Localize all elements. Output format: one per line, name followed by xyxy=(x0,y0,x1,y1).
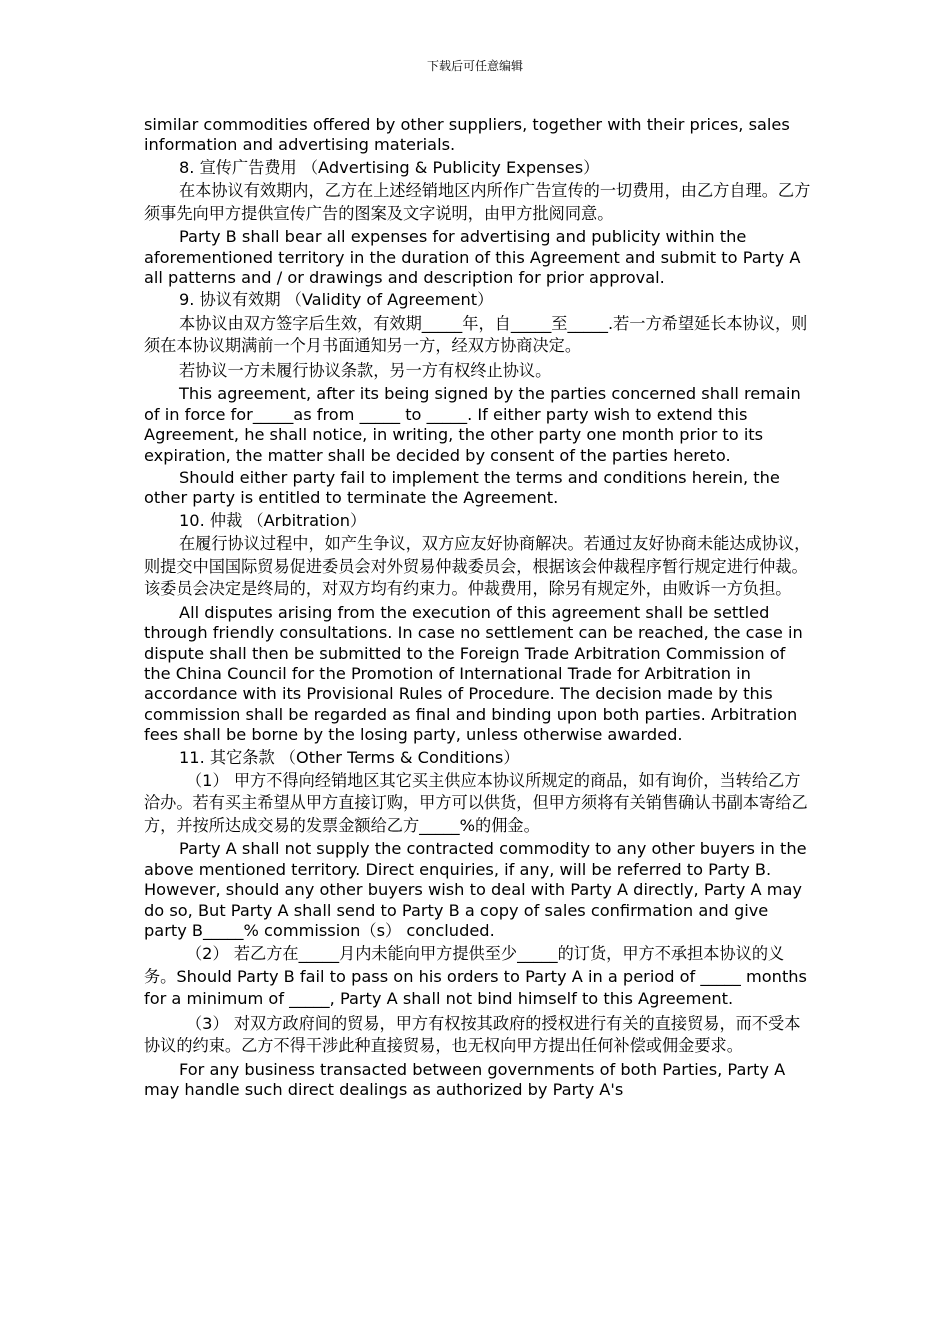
section-heading: 8. 宣传广告费用 （Advertising & Publicity Expenses） xyxy=(179,157,600,177)
paragraph: For any business transacted between governments of both Parties, Party A may handle such direct dealings as authorized by Party A's xyxy=(144,1059,786,1100)
paragraph: All disputes arising from the execution of this agreement shall be settled through friendly consultations. In case no settlement can be reached, the case in dispute shall then be submitted to the Foreign Trade Arbitration Commission of the China Council for the Promotion of International Trade for Arbitration in accordance with its Provisional Rules of Procedure. The decision made by this commission shall be regarded as final and binding upon both parties. Arbitration fees shall be borne by the losing party, unless otherwise awarded. xyxy=(144,602,803,745)
paragraph: similar commodities offered by other suppliers, together with their prices, sales information and advertising materials. xyxy=(144,115,790,155)
page-header: 下载后可任意编辑 xyxy=(426,59,523,73)
section-heading: 9. 协议有效期 （Validity of Agreement） xyxy=(179,290,494,310)
paragraph: 在履行协议过程中，如产生争议，双方应友好协商解决。若通过友好协商未能达成协议，则提交中国国际贸易促进委员会对外贸易仲裁委员会，根据该会仲裁程序暂行规定进行仲裁。该委员会决定是终局的，对双方均有约束力。仲裁费用，除另有规定外，由败诉一方负担。 xyxy=(144,534,811,599)
paragraph: 在本协议有效期内，乙方在上述经销地区内所作广告宣传的一切费用，由乙方自理。乙方须事先向甲方提供宣传广告的图案及文字说明，由甲方批阅同意。 xyxy=(144,181,811,223)
paragraph: This agreement, after its being signed by the parties concerned shall remain of in force for_____as from _____ to _____. If either party wish to extend this Agreement, he shall notice, in writing, the other party one month prior to its expiration, the matter shall be decided by consent of the parties hereto. xyxy=(144,384,801,465)
paragraph: 若协议一方未履行协议条款，另一方有权终止协议。 xyxy=(179,360,552,380)
section-heading: 10. 仲裁 （Arbitration） xyxy=(179,510,367,530)
paragraph: （2） 若乙方在_____月内未能向甲方提供至少_____的订货，甲方不承担本协议的义务。Should Party B fail to pass on his orders to Party A in a period of _____ months for a minimum of _____, Party A shall not bind himself to this Agreement. xyxy=(144,944,807,1009)
paragraph: Party B shall bear all expenses for advertising and publicity within the aforementioned territory in the duration of this Agreement and submit to Party A all patterns and / or drawings and description for prior approval. xyxy=(144,227,801,288)
paragraph: 本协议由双方签字后生效，有效期_____年，自_____至_____.若一方希望延长本协议，则须在本协议期满前一个月书面通知另一方，经双方协商决定。 xyxy=(144,313,808,356)
paragraph: Party A shall not supply the contracted commodity to any other buyers in the above mentioned territory. Direct enquiries, if any, will be referred to Party B. However, should any other buyers wish to deal with Party A directly, Party A may do so, But Party A shall send to Party B a copy of sales confirmation and give party B_____% commission（s） concluded. xyxy=(144,839,807,941)
paragraph: （3） 对双方政府间的贸易，甲方有权按其政府的授权进行有关的直接贸易，而不受本协议的约束。乙方不得干涉此种直接贸易，也无权向甲方提出任何补偿或佣金要求。 xyxy=(144,1013,801,1056)
paragraph: （1） 甲方不得向经销地区其它买主供应本协议所规定的商品，如有询价，当转给乙方洽办。若有买主希望从甲方直接订购，甲方可以供货，但甲方须将有关销售确认书副本寄给乙方，并按所达成交易的发票金额给乙方_____%的佣金。 xyxy=(144,770,808,835)
document-body xyxy=(144,115,812,1103)
section-heading: 11. 其它条款 （Other Terms & Conditions） xyxy=(179,747,520,767)
paragraph: Should either party fail to implement the terms and conditions herein, the other party is entitled to terminate the Agreement. xyxy=(144,467,780,508)
